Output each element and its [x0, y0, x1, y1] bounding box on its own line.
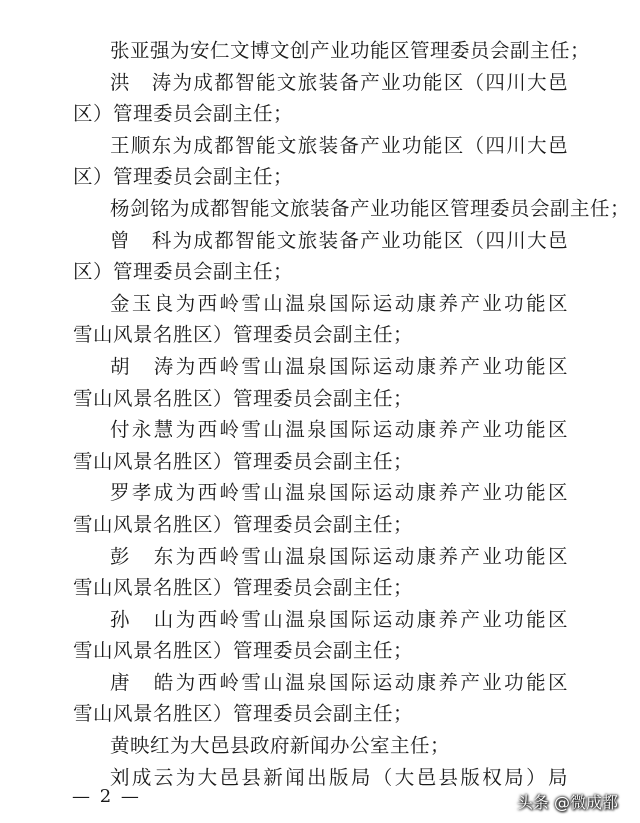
text-line: 金玉良为西岭雪山温泉国际运动康养产业功能区 — [110, 291, 568, 315]
text-line: 杨剑铭为成都智能文旅装备产业功能区管理委员会副主任； — [110, 196, 631, 220]
text-line: 王顺东为成都智能文旅装备产业功能区（四川大邑 — [110, 133, 568, 157]
text-line: 雪山风景名胜区）管理委员会副主任； — [73, 576, 414, 600]
text-line: 雪山风景名胜区）管理委员会副主任； — [73, 323, 414, 347]
text-line: 雪山风景名胜区）管理委员会副主任； — [73, 386, 414, 410]
text-line: 曾 科为成都智能文旅装备产业功能区（四川大邑 — [110, 228, 568, 252]
text-line: 雪山风景名胜区）管理委员会副主任； — [73, 702, 414, 726]
document-body — [0, 35, 640, 793]
text-line: 雪山风景名胜区）管理委员会副主任； — [73, 639, 414, 663]
text-line: 区）管理委员会副主任； — [73, 260, 294, 284]
text-line: 刘成云为大邑县新闻出版局（大邑县版权局）局 — [110, 765, 568, 789]
text-line: 区）管理委员会副主任； — [73, 165, 294, 189]
page-number: — 2 — — [72, 786, 141, 807]
watermark-text: 头条 @微成都 — [516, 793, 618, 812]
text-line: 付永慧为西岭雪山温泉国际运动康养产业功能区 — [110, 418, 568, 442]
text-line: 张亚强为安仁文博文创产业功能区管理委员会副主任； — [110, 39, 591, 62]
text-line: 唐 皓为西岭雪山温泉国际运动康养产业功能区 — [110, 670, 568, 694]
text-line: 区）管理委员会副主任； — [73, 102, 294, 126]
text-line: 胡 涛为西岭雪山温泉国际运动康养产业功能区 — [110, 354, 568, 378]
text-line: 彭 东为西岭雪山温泉国际运动康养产业功能区 — [110, 544, 568, 568]
text-line: 黄映红为大邑县政府新闻办公室主任； — [110, 734, 451, 758]
text-line: 罗孝成为西岭雪山温泉国际运动康养产业功能区 — [110, 481, 568, 505]
source-watermark — [517, 790, 618, 813]
text-line: 雪山风景名胜区）管理委员会副主任； — [73, 449, 414, 473]
text-line: 雪山风景名胜区）管理委员会副主任； — [73, 512, 414, 536]
text-line: 孙 山为西岭雪山温泉国际运动康养产业功能区 — [110, 607, 568, 631]
text-line: 洪 涛为成都智能文旅装备产业功能区（四川大邑 — [110, 70, 568, 94]
